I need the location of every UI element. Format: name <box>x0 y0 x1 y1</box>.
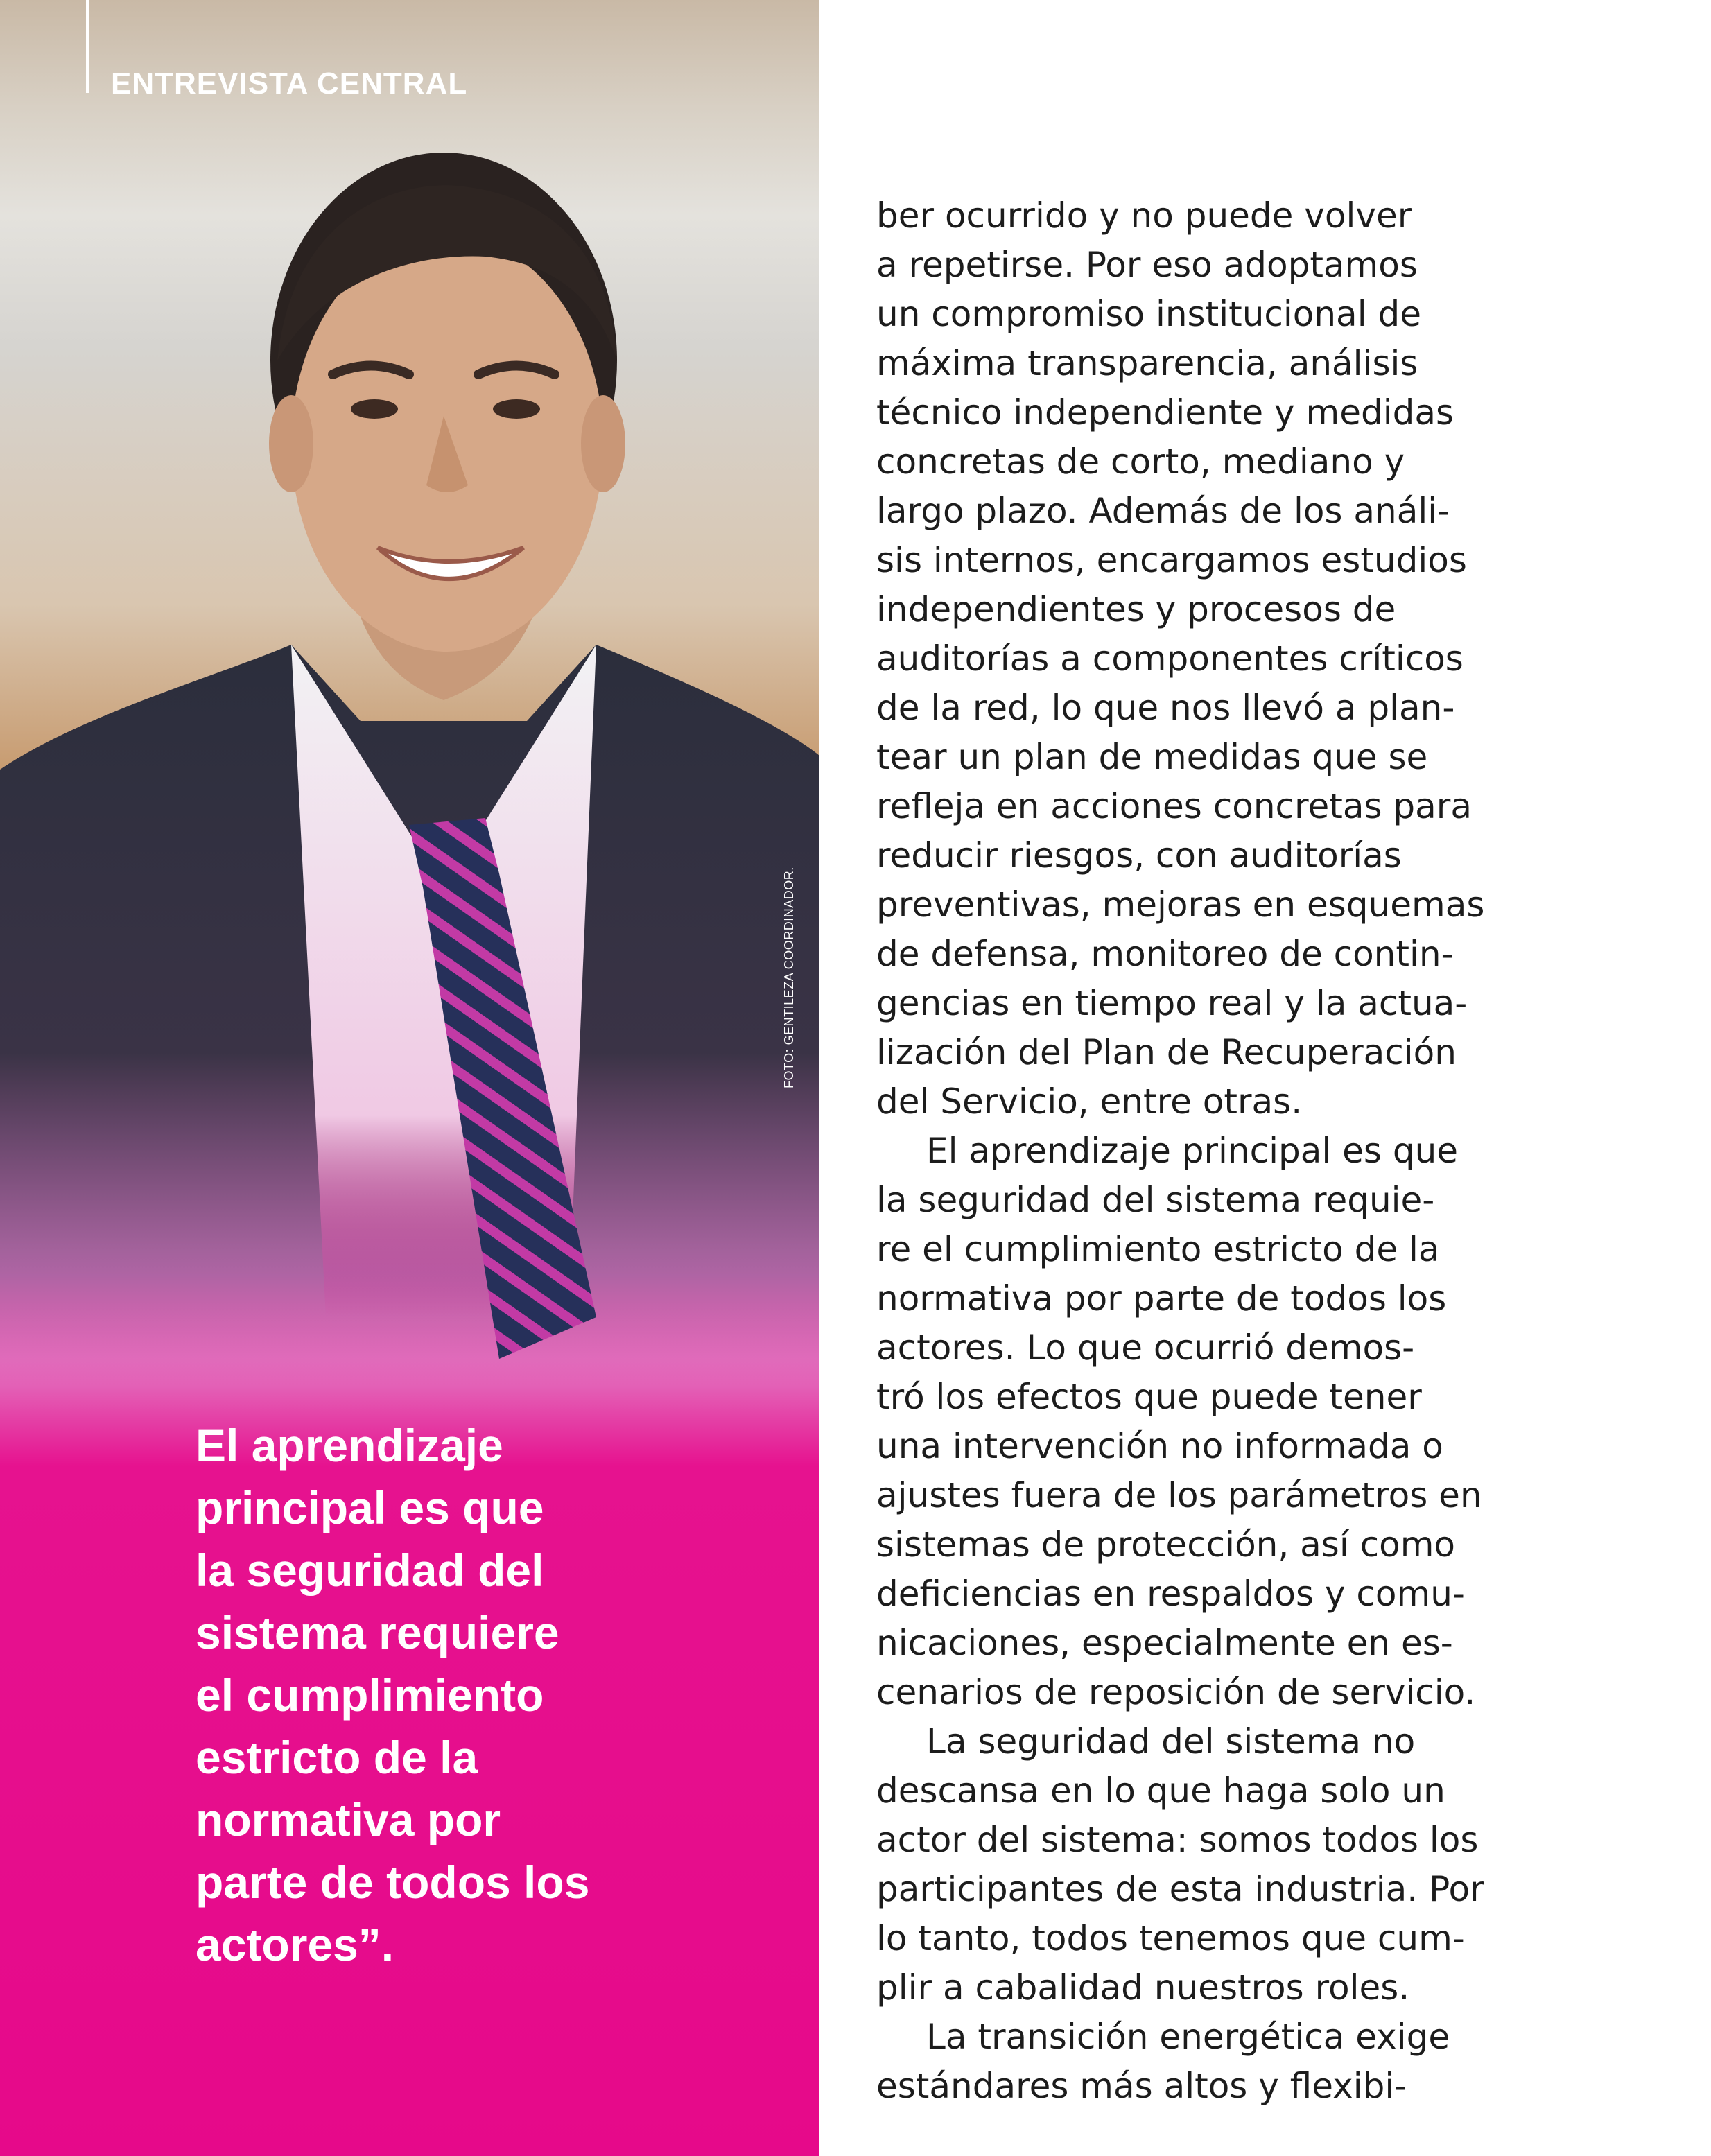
pull-quote-line: normativa por <box>196 1794 501 1845</box>
body-line: ajustes fuera de los parámetros en <box>876 1475 1482 1515</box>
body-line: estándares más altos y flexibi- <box>876 2066 1407 2106</box>
pull-quote-line: El aprendizaje <box>196 1420 503 1471</box>
left-ear-shape <box>269 395 313 492</box>
pull-quote-line: actores”. <box>196 1919 394 1970</box>
body-line: la seguridad del sistema requie- <box>876 1180 1435 1220</box>
body-line: actor del sistema: somos todos los <box>876 1820 1479 1860</box>
body-line: auditorías a componentes críticos <box>876 638 1464 679</box>
body-line: deficiencias en respaldos y comu- <box>876 1574 1465 1614</box>
body-line: sis internos, encargamos estudios <box>876 540 1467 580</box>
pull-quote-line: estricto de la <box>196 1732 478 1783</box>
pull-quote-line: el cumplimiento <box>196 1669 544 1721</box>
body-line: actores. Lo que ocurrió demos- <box>876 1328 1415 1368</box>
body-line: sistemas de protección, así como <box>876 1524 1455 1565</box>
pull-quote-line: sistema requiere <box>196 1607 559 1658</box>
body-line: lización del Plan de Recuperación <box>876 1032 1457 1072</box>
body-line: tear un plan de medidas que se <box>876 737 1428 777</box>
body-line: cenarios de reposición de servicio. <box>876 1672 1476 1712</box>
body-line: El aprendizaje principal es que <box>926 1131 1459 1171</box>
body-line: re el cumplimiento estricto de la <box>876 1229 1440 1269</box>
pull-quote <box>196 1414 750 1976</box>
left-eye-shape <box>351 399 398 419</box>
body-line: del Servicio, entre otras. <box>876 1081 1303 1122</box>
pull-quote-line: parte de todos los <box>196 1857 590 1908</box>
body-line: a repetirse. Por eso adoptamos <box>876 245 1418 285</box>
pull-quote-line: la seguridad del <box>196 1545 544 1596</box>
pull-quote-line: principal es que <box>196 1482 544 1533</box>
body-line: normativa por parte de todos los <box>876 1278 1447 1319</box>
body-line: una intervención no informada o <box>876 1426 1443 1466</box>
body-line: independientes y procesos de <box>876 589 1396 629</box>
body-line: ber ocurrido y no puede volver <box>876 195 1412 236</box>
body-line: lo tanto, todos tenemos que cum- <box>876 1918 1465 1958</box>
body-line: técnico independiente y medidas <box>876 392 1454 433</box>
body-line: largo plazo. Además de los análi- <box>876 491 1450 531</box>
body-line: reducir riesgos, con auditorías <box>876 835 1402 876</box>
photo-credit <box>782 1073 797 1088</box>
section-label: ENTREVISTA CENTRAL <box>111 67 468 101</box>
body-line: de la red, lo que nos llevó a plan- <box>876 688 1455 728</box>
body-line: nicaciones, especialmente en es- <box>876 1623 1453 1663</box>
body-line: participantes de esta industria. Por <box>876 1869 1484 1909</box>
portrait-photo <box>0 0 819 1386</box>
body-line: refleja en acciones concretas para <box>876 786 1472 826</box>
body-line: La transición energética exige <box>926 2017 1450 2057</box>
body-line: de defensa, monitoreo de contin- <box>876 934 1454 974</box>
header-rule <box>86 0 89 93</box>
body-line: gencias en tiempo real y la actua- <box>876 983 1468 1023</box>
right-ear-shape <box>581 395 625 492</box>
body-line: descansa en lo que haga solo un <box>876 1771 1445 1811</box>
body-line: un compromiso institucional de <box>876 294 1421 334</box>
article-body <box>876 191 1708 2111</box>
photo-panel <box>0 0 819 2156</box>
body-line: La seguridad del sistema no <box>926 1721 1416 1762</box>
body-line: máxima transparencia, análisis <box>876 343 1418 383</box>
right-eye-shape <box>493 399 540 419</box>
body-line: tró los efectos que puede tener <box>876 1377 1422 1417</box>
body-line: concretas de corto, mediano y <box>876 442 1405 482</box>
body-line: preventivas, mejoras en esquemas <box>876 885 1485 925</box>
body-line: plir a cabalidad nuestros roles. <box>876 1967 1410 2008</box>
